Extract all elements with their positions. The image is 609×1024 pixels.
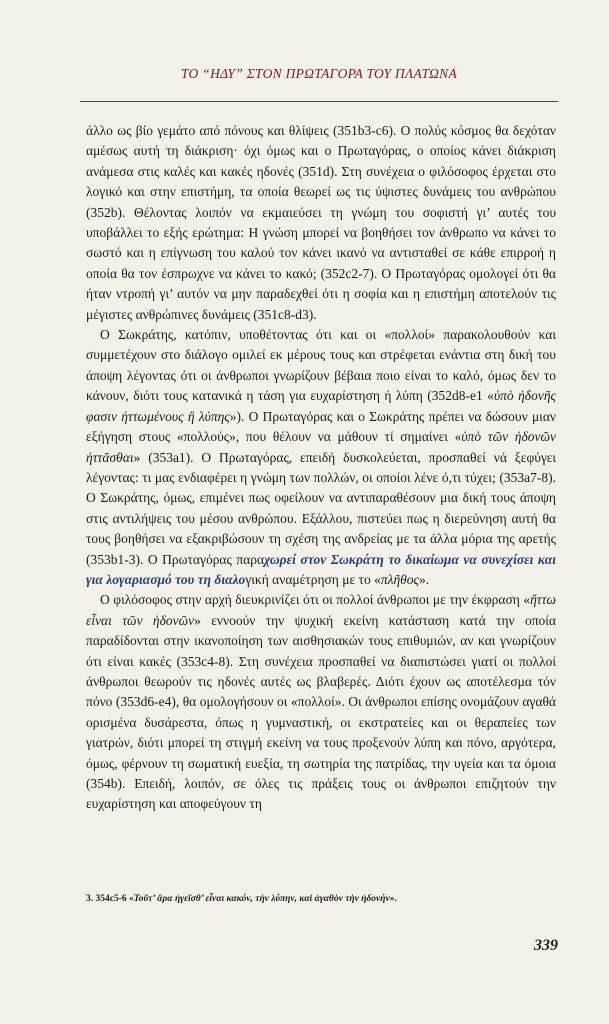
highlighted-passage: χωρεί στον Σωκράτη το δικαίωμα να συνεχίσει και για λογαριασμό του τη διαλο: [86, 551, 556, 587]
paragraph-1: άλλο ως βίο γεμάτο από πόνους και θλίψεις (351b3-c6). Ο πολύς κόσμος θα δεχόταν αμέσως αυτή τη διάκριση· όχι όμως και ο Πρωταγόρας, ο οποίος κάνει διάκριση ανάμεσα στις καλές και κακές ηδονές (351d). Στη συνέχεια ο φιλόσοφος έρχεται στο λογικό και στην επιστήμη, τα οποία θεωρεί ως τις ύψιστες δυνάμεις του ανθρώπου (352b). Θέλοντας λοιπόν να εκμαιεύσει τη γνώμη του σοφιστή γι’ αυτές του υποβάλλει το εξής ερώτημα: Η γνώση μπορεί να βοηθήσει τον άνθρωπο να κάνει το σωστό και η επίγνωση του καλού τον κάνει ικανό να αντισταθεί σε κάθε επιρροή η οποία θα τον έσπρωχνε να κάνει το κακό; (352c2-7). Ο Πρωταγόρας ομολογεί ότι θα ήταν ντροπή γι’ αυτόν να μην παραδεχθεί ότι η σοφία και η επιστήμη αποτελούν τις μέγιστες ανθρώπινες δυνάμεις (351c8-d3).: [86, 123, 556, 322]
paragraph-3-text-a: Ο φιλόσοφος στην αρχή διευκρινίζει ότι οι πολλοί άνθρωποι με την έκφραση «: [100, 592, 531, 608]
paragraph-2-text-b: »). Ο Πρωταγόρας και ο Σωκράτης πρέπει να δώσουν μιαν εξήγηση στους «πολλούς», που θέλουν να μάθουν τί σημαίνει «: [86, 408, 556, 445]
paragraph-2: [86, 325, 556, 590]
footnote-reference: 354c5-6 «: [95, 894, 134, 904]
greek-quote-3: πλῆθος: [380, 571, 419, 587]
greek-quote-2: ὑπὸ τῶν ἡδονῶν ἡττᾶσθαι: [86, 429, 556, 465]
header-rule: [80, 101, 558, 102]
paragraph-2-text-a: Ο Σωκράτης, κατόπιν, υποθέτοντας ότι και οι «πολλοί» παρακολουθούν και συμμετέχουν στο διάλογο ομιλεί εκ μέρους τους και στρέφεται ενάντια στη δική του άποψη λέγοντας ότι οι άνθρωποι γνωρίζουν βέβαια ποιο είναι το καλό, όμως δεν το κάνουν, διότι τους κατανικά η τάση για ευχαρίστηση ή λύπη (352d8-e1 «: [86, 327, 556, 404]
footnote-number: 3.: [86, 894, 94, 904]
body-text: [86, 121, 556, 815]
paragraph-3: [86, 590, 556, 814]
greek-quote-4: ἥττω εἶναι τῶν ἡδονῶν: [86, 592, 556, 628]
footnote-quote: Τοῦτ’ ἄρα ἡγεῖσθ’ εἶναι κακόν, τὴν λύπην, καὶ ἀγαθὸν τὴν ἡδονήν: [133, 894, 390, 904]
paragraph-2-text-d: γική αναμέτρηση με το «: [245, 571, 381, 587]
running-header: ΤΟ “ΗΔΥ” ΣΤΟΝ ΠΡΩΤΑΓΟΡΑ ΤΟΥ ΠΛΑΤΩΝΑ: [180, 66, 458, 81]
footnote-end: ».: [389, 894, 397, 904]
paragraph-2-text-c: » (353a1). Ο Πρωταγόρας, επειδή δυσκολεύεται, προσπαθεί νά ξεφύγει λέγοντας: τι μας ενδιαφέρει η γνώμη των πολλών, οι οποίοι λένε ό,τι τύχει; (353a7-8). Ο Σωκράτης, όμως, επιμένει πως οφείλουν να αντιπαραθέσουν μια δική τους άποψη στις αντιλήψεις του μέσου ανθρώπου. Εξάλλου, πιστεύει πως η διερεύνηση αυτή θα τους βοηθήσει να εξακριβώσουν τη σχέση της ανδρείας με τα άλλα μόρια της αρετής (353b1-3). Ο Πρωταγόρας παρα: [86, 449, 556, 567]
paragraph-3-text-b: » εννοούν την ψυχική εκείνη κατάσταση κατά την οποία παραδίδονται στην ικανοποίηση των αισθησιακών τους επιθυμιών, αν και γνωρίζουν ότι είναι κακές (353c4-8). Στη συνέχεια προσπαθεί να διαπιστώσει γιατί οι πολλοί άνθρωποι θεωρούν τις ηδονές αυτές ως βλαβερές. Διότι έχουν ως αποτέλεσμα τόν πόνο (353d6-e4), θα ομολογήσουν οι «πολλοί». Οι άνθρωποι επίσης ονομάζουν αγαθά ορισμένα δυσάρεστα, όπως η γυμναστική, οι εκστρατείες και οι θεραπείες των γιατρών, διότι μπορεί τη στιγμή εκείνη να τους προξενούν λύπη και πόνο, αργότερα, όμως, φέρνουν τη σωματική ευεξία, τη σωτηρία της πατρίδας, την υγεία και τα όμοια (354b). Επειδή, λοιπόν, σε όλες τις πράξεις τους οι άνθρωποι επιζητούν την ευχαρίστηση και αποφεύγουν τη: [86, 612, 556, 812]
greek-quote-1: ὑπὸ ἡδονῆς φασιν ἡττωμένους ἢ λύπης: [86, 388, 556, 424]
footnote: [86, 893, 556, 905]
page-number: 339: [534, 937, 558, 954]
paragraph-2-text-e: ».: [419, 571, 430, 587]
